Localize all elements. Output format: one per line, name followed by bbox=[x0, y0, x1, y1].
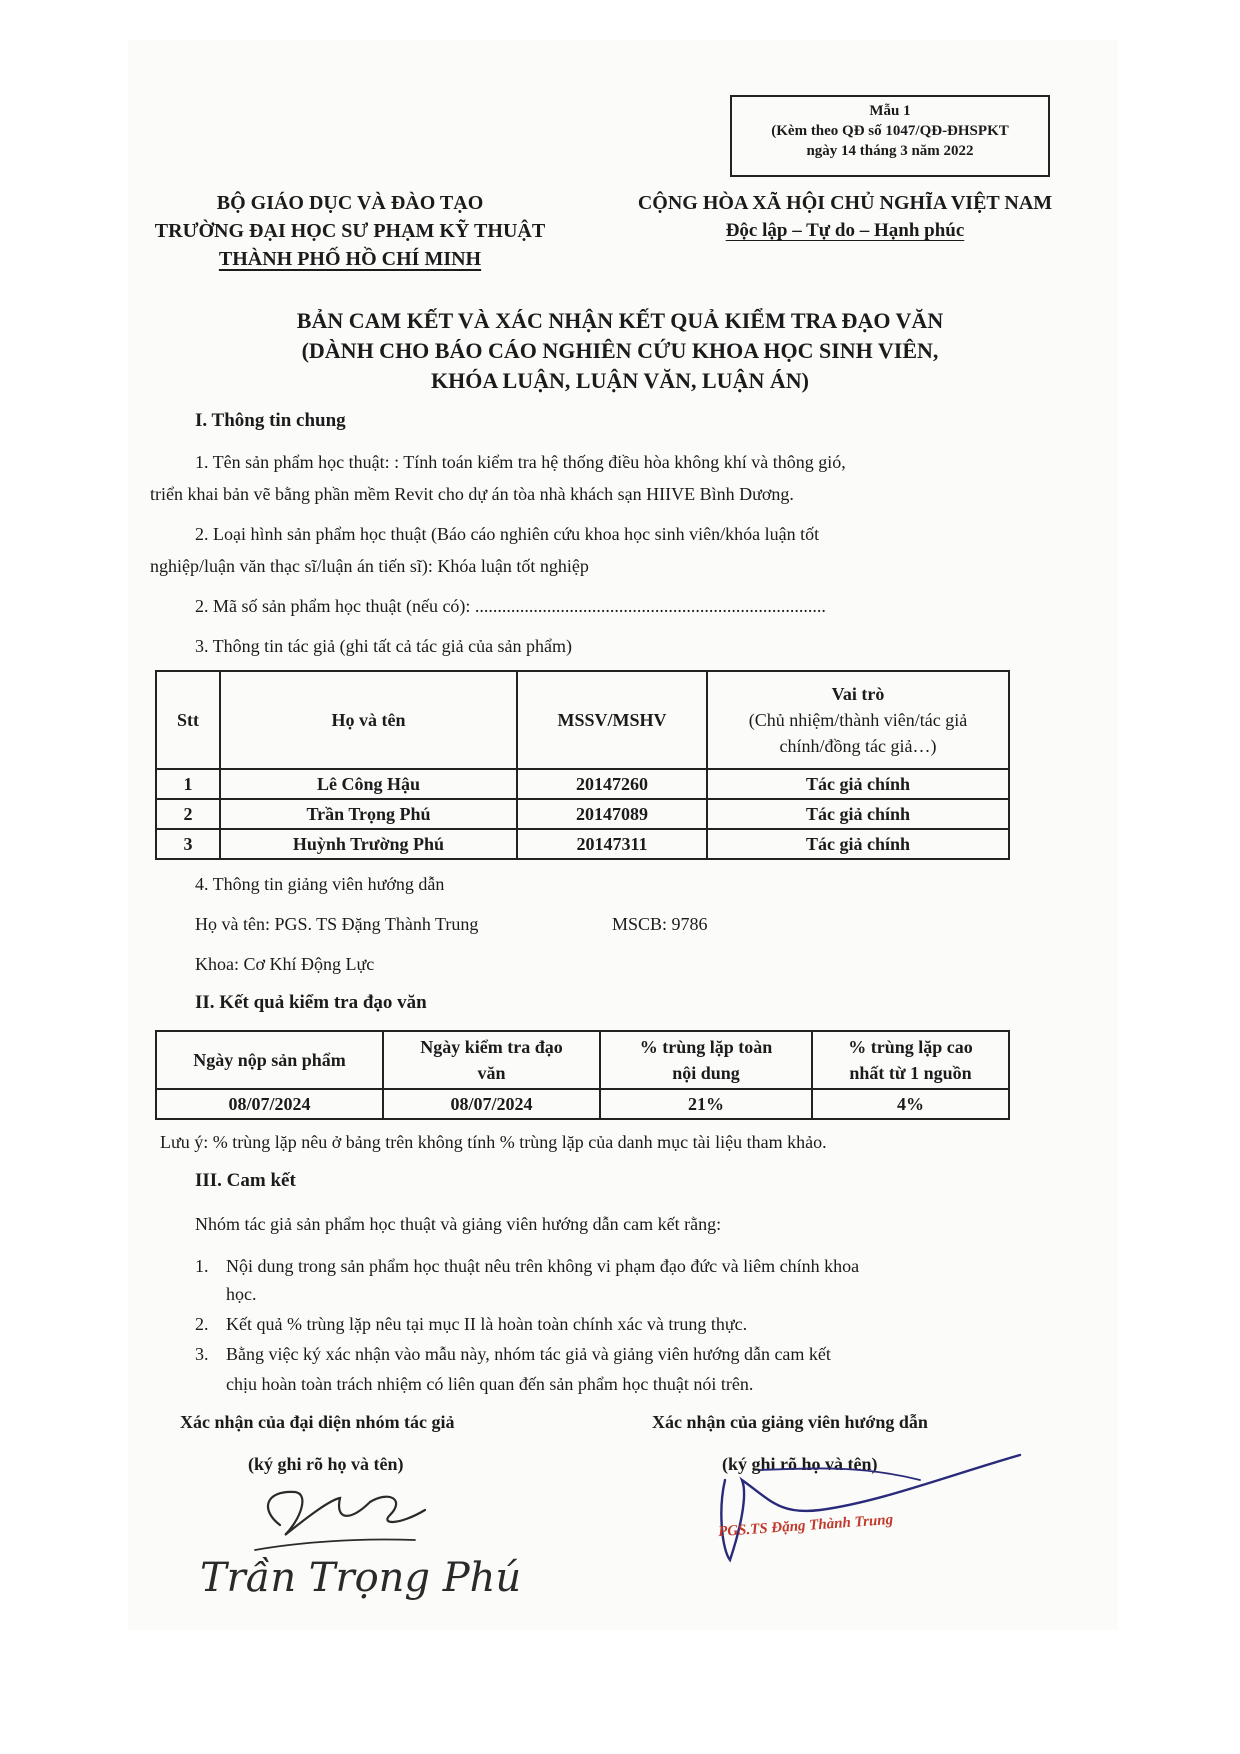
advisor-signature-title: Xác nhận của giảng viên hướng dẫn bbox=[652, 1412, 928, 1432]
results-header-row bbox=[156, 1031, 1009, 1089]
header-role-line-2: (Chủ nhiệm/thành viên/tác giả bbox=[748, 710, 968, 730]
header-submit-date: Ngày nộp sản phẩm bbox=[156, 1031, 383, 1089]
country-motto: Độc lập – Tự do – Hạnh phúc bbox=[725, 220, 965, 241]
author-name: Huỳnh Trường Phú bbox=[220, 829, 517, 859]
form-reference-box bbox=[730, 95, 1050, 177]
plagiarism-results-table bbox=[155, 1030, 1010, 1120]
form-decision-date: ngày 14 tháng 3 năm 2022 bbox=[806, 143, 974, 159]
ministry-name: BỘ GIÁO DỤC VÀ ĐÀO TẠO bbox=[216, 192, 484, 214]
advisor-faculty: Khoa: Cơ Khí Động Lực bbox=[195, 954, 375, 974]
total-overlap-percent: 21% bbox=[600, 1089, 812, 1119]
commitment-3-line-2: chịu hoàn toàn trách nhiệm có liên quan đến sản phẩm học thuật nói trên. bbox=[226, 1374, 754, 1394]
advisor-signature-scribble bbox=[700, 1440, 1040, 1580]
commitment-3-line-1: Bằng việc ký xác nhận vào mẫu này, nhóm tác giả và giảng viên hướng dẫn cam kết bbox=[226, 1344, 831, 1364]
table-row bbox=[156, 799, 1009, 829]
authors-header-row bbox=[156, 671, 1009, 769]
commitment-3-number: 3. bbox=[195, 1344, 209, 1364]
header-check-date bbox=[383, 1031, 600, 1089]
author-role: Tác giả chính bbox=[707, 769, 1009, 799]
document-subtitle-2: KHÓA LUẬN, LUẬN VĂN, LUẬN ÁN) bbox=[431, 368, 809, 393]
author-signature-instruction: (ký ghi rõ họ và tên) bbox=[248, 1454, 404, 1474]
commitment-2-line-1: Kết quả % trùng lặp nêu tại mục II là hoàn toàn chính xác và trung thực. bbox=[226, 1314, 748, 1334]
header-total-overlap bbox=[600, 1031, 812, 1089]
header-student-id: MSSV/MSHV bbox=[517, 671, 707, 769]
author-stt: 1 bbox=[156, 769, 220, 799]
header-max-source-overlap bbox=[812, 1031, 1009, 1089]
author-signature-scribble bbox=[240, 1480, 440, 1560]
author-id: 20147260 bbox=[517, 769, 707, 799]
header-stt: Stt bbox=[156, 671, 220, 769]
table-row bbox=[156, 769, 1009, 799]
university-city: THÀNH PHỐ HỒ CHÍ MINH bbox=[218, 248, 482, 270]
table-row bbox=[156, 829, 1009, 859]
author-stt: 2 bbox=[156, 799, 220, 829]
author-stt: 3 bbox=[156, 829, 220, 859]
product-type-line-2: nghiệp/luận văn thạc sĩ/luận án tiến sĩ): Khóa luận tốt nghiệp bbox=[150, 556, 589, 576]
author-id: 20147089 bbox=[517, 799, 707, 829]
advisor-name: Họ và tên: PGS. TS Đặng Thành Trung bbox=[195, 914, 479, 934]
form-number: Mẫu 1 bbox=[869, 103, 911, 119]
section-1-heading: I. Thông tin chung bbox=[195, 410, 346, 431]
authors-table bbox=[155, 670, 1010, 860]
plagiarism-note bbox=[160, 1130, 827, 1154]
advisor-signature-instruction: (ký ghi rõ họ và tên) bbox=[722, 1454, 878, 1474]
commitment-1-number: 1. bbox=[195, 1256, 209, 1276]
header-total-overlap-line-2: nội dung bbox=[672, 1063, 740, 1083]
product-code-line: 2. Mã số sản phẩm học thuật (nếu có): .............................................................................. bbox=[195, 596, 826, 616]
author-name: Lê Công Hậu bbox=[220, 769, 517, 799]
commitment-1-line-2: học. bbox=[226, 1284, 257, 1304]
header-role bbox=[707, 671, 1009, 769]
form-decision-ref: (Kèm theo QĐ số 1047/QĐ-ĐHSPKT bbox=[771, 123, 1009, 139]
advisor-stamp-name: PGS.TS Đặng Thành Trung bbox=[717, 1511, 894, 1541]
header-role-line-1: Vai trò bbox=[831, 684, 885, 704]
header-max-source-line-1: % trùng lặp cao bbox=[848, 1037, 973, 1057]
country-name: CỘNG HÒA XÃ HỘI CHỦ NGHĨA VIỆT NAM bbox=[637, 192, 1053, 214]
submit-date: 08/07/2024 bbox=[156, 1089, 383, 1119]
max-source-overlap-percent: 4% bbox=[812, 1089, 1009, 1119]
product-name-line-2: triển khai bản vẽ bằng phần mềm Revit cho dự án tòa nhà khách sạn HIIVE Bình Dương. bbox=[150, 484, 794, 504]
commitment-intro: Nhóm tác giả sản phẩm học thuật và giảng viên hướng dẫn cam kết rằng: bbox=[195, 1214, 722, 1234]
section-3-heading: III. Cam kết bbox=[195, 1170, 296, 1191]
author-role: Tác giả chính bbox=[707, 829, 1009, 859]
header-check-date-line-2: văn bbox=[477, 1063, 506, 1083]
commitment-2-number: 2. bbox=[195, 1314, 209, 1334]
product-name-line-1: 1. Tên sản phẩm học thuật: : Tính toán kiểm tra hệ thống điều hòa không khí và thông gió, bbox=[195, 452, 846, 472]
note-text: % trùng lặp nêu ở bảng trên không tính % trùng lặp của danh mục tài liệu tham khảo. bbox=[208, 1132, 827, 1152]
section-2-heading: II. Kết quả kiểm tra đạo văn bbox=[195, 992, 427, 1013]
product-type-line-1: 2. Loại hình sản phẩm học thuật (Báo cáo nghiên cứu khoa học sinh viên/khóa luận tốt bbox=[195, 524, 820, 544]
advisor-mscb: MSCB: 9786 bbox=[612, 914, 708, 934]
table-row bbox=[156, 1089, 1009, 1119]
author-role: Tác giả chính bbox=[707, 799, 1009, 829]
header-check-date-line-1: Ngày kiểm tra đạo bbox=[420, 1037, 563, 1057]
document-subtitle-1: (DÀNH CHO BÁO CÁO NGHIÊN CỨU KHOA HỌC SINH VIÊN, bbox=[301, 338, 939, 363]
university-name: TRƯỜNG ĐẠI HỌC SƯ PHẠM KỸ THUẬT bbox=[154, 220, 546, 242]
commitment-1-line-1: Nội dung trong sản phẩm học thuật nêu trên không vi phạm đạo đức và liêm chính khoa bbox=[226, 1256, 860, 1276]
author-id: 20147311 bbox=[517, 829, 707, 859]
author-info-heading: 3. Thông tin tác giả (ghi tất cả tác giả của sản phẩm) bbox=[195, 636, 573, 656]
author-signature-title: Xác nhận của đại diện nhóm tác giả bbox=[180, 1412, 455, 1432]
author-name: Trần Trọng Phú bbox=[220, 799, 517, 829]
header-total-overlap-line-1: % trùng lặp toàn bbox=[639, 1037, 773, 1057]
header-max-source-line-2: nhất từ 1 nguồn bbox=[849, 1063, 972, 1083]
note-label: Lưu ý: bbox=[160, 1132, 209, 1152]
header-role-line-3: chính/đồng tác giả…) bbox=[779, 736, 937, 756]
author-handwritten-name: Trần Trọng Phú bbox=[200, 1555, 522, 1601]
header-name: Họ và tên bbox=[220, 671, 517, 769]
check-date: 08/07/2024 bbox=[383, 1089, 600, 1119]
document-title: BẢN CAM KẾT VÀ XÁC NHẬN KẾT QUẢ KIỂM TRA ĐẠO VĂN bbox=[296, 308, 944, 333]
advisor-heading: 4. Thông tin giảng viên hướng dẫn bbox=[195, 874, 445, 894]
